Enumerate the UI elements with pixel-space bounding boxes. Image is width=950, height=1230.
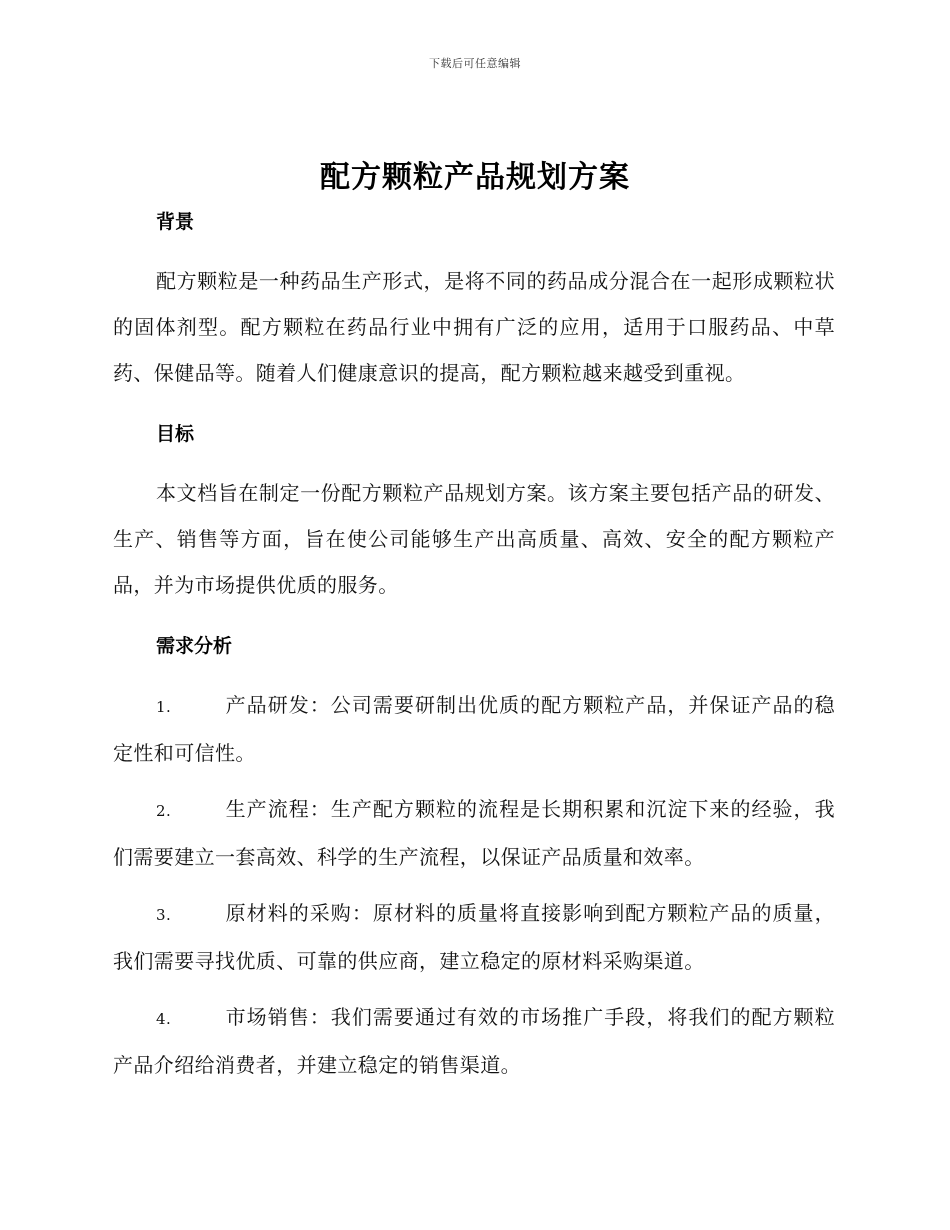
list-item-text: 市场销售：我们需要通过有效的市场推广手段，将我们的配方颗粒产品介绍给消费者，并建立稳定的销售渠道。 — [113, 1005, 835, 1077]
section-heading-goal: 目标 — [156, 423, 195, 445]
document-body — [113, 206, 835, 1088]
goal-paragraph: 本文档旨在制定一份配方颗粒产品规划方案。该方案主要包括产品的研发、生产、销售等方面，旨在使公司能够生产出高质量、高效、安全的配方颗粒产品，并为市场提供优质的服务。 — [113, 481, 835, 597]
section-heading-analysis: 需求分析 — [156, 635, 233, 657]
list-item-text: 原材料的采购：原材料的质量将直接影响到配方颗粒产品的质量，我们需要寻找优质、可靠的供应商，建立稳定的原材料采购渠道。 — [113, 901, 835, 973]
list-item — [113, 890, 835, 984]
running-header: 下载后可任意编辑 — [429, 57, 521, 70]
document-title: 配方颗粒产品规划方案 — [320, 160, 630, 195]
list-item-number: 2. — [156, 802, 172, 820]
background-paragraph: 配方颗粒是一种药品生产形式，是将不同的药品成分混合在一起形成颗粒状的固体剂型。配方颗粒在药品行业中拥有广泛的应用，适用于口服药品、中草药、保健品等。随着人们健康意识的提高，配方颗粒越来越受到重视。 — [113, 269, 835, 385]
section-heading-background: 背景 — [156, 211, 195, 233]
list-item — [113, 786, 835, 880]
list-item-number: 3. — [156, 906, 172, 924]
list-item-number: 4. — [156, 1010, 172, 1028]
list-item — [113, 994, 835, 1088]
list-item-text: 生产流程：生产配方颗粒的流程是长期积累和沉淀下来的经验，我们需要建立一套高效、科学的生产流程，以保证产品质量和效率。 — [113, 797, 835, 869]
list-item — [113, 682, 835, 776]
list-item-number: 1. — [156, 698, 172, 716]
list-item-text: 产品研发：公司需要研制出优质的配方颗粒产品，并保证产品的稳定性和可信性。 — [113, 693, 835, 765]
